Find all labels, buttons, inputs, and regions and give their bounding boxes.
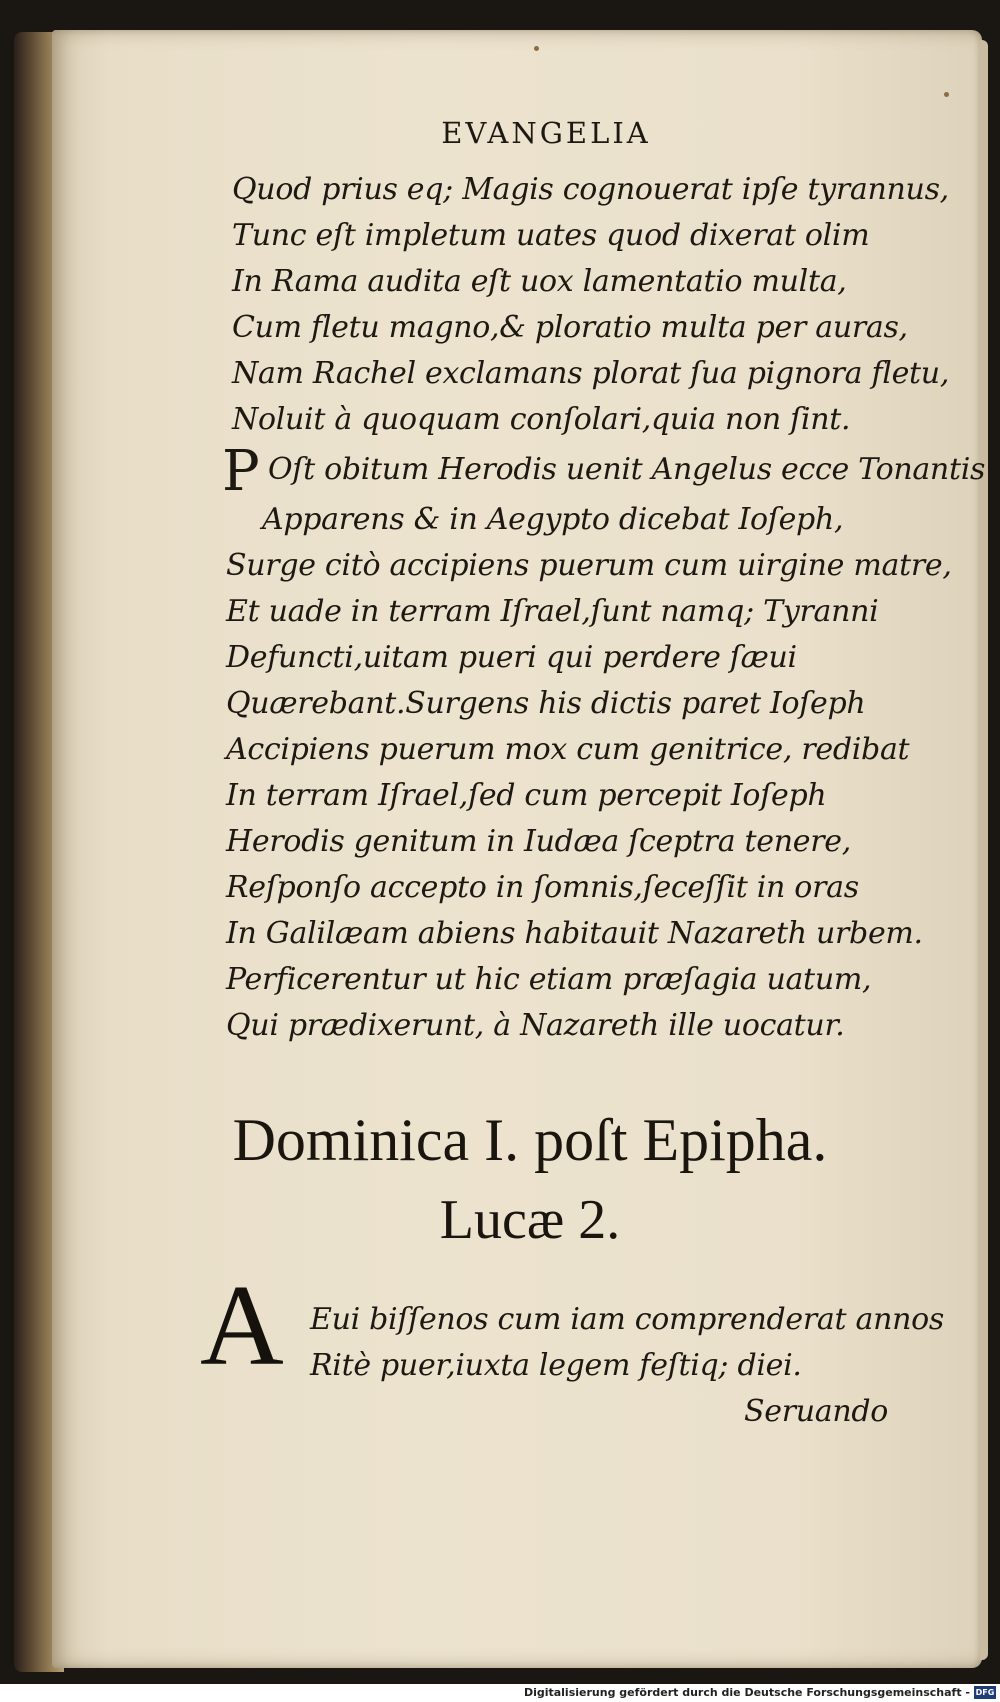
verse-line: Defuncti,uitam pueri qui perdere ſæui — [226, 640, 797, 675]
verse-line: Ritè puer,iuxta legem feſtiq; diei. — [310, 1348, 802, 1383]
verse-line: Surge citò accipiens puerum cum uirgine matre, — [226, 548, 952, 583]
dfg-logo: DFG — [975, 1688, 995, 1697]
verse-line: Cum fletu magno,& ploratio multa per auras, — [232, 310, 908, 345]
verse-line: Eui biſſenos cum iam comprenderat annos — [310, 1302, 944, 1337]
verse-line: Qui prædixerunt, à Nazareth ille uocatur. — [226, 1008, 845, 1043]
section-title: Dominica I. poſt Epipha. — [232, 1107, 828, 1173]
verse-line: Nam Rachel exclamans plorat ſua pignora fletu, — [232, 356, 950, 391]
initial-letter-p: P — [222, 439, 260, 504]
catchword: Seruando — [744, 1394, 889, 1429]
initial-letter-a: A — [200, 1262, 284, 1390]
ink-spot — [944, 92, 949, 97]
digitization-credit: Digitalisierung gefördert durch die Deutsche Forschungsgemeinschaft - — [523, 1686, 970, 1699]
running-head: EVANGELIA — [441, 116, 651, 150]
verse-line: In Galilæam abiens habitauit Nazareth urbem. — [226, 916, 923, 951]
verse-line: Herodis genitum in Iudæa ſceptra tenere, — [226, 824, 851, 859]
ink-spot — [534, 46, 539, 51]
verse-line: Et uade in terram Iſrael,ſunt namq; Tyranni — [226, 594, 879, 629]
verse-line: Quod prius eq; Magis cognouerat ipſe tyrannus, — [232, 172, 949, 207]
verse-line: Noluit à quoquam conſolari,quia non ſint. — [232, 402, 851, 437]
page-edge — [980, 40, 988, 1660]
section-subtitle: Lucæ 2. — [439, 1189, 621, 1251]
verse-line: Tunc eſt impletum uates quod dixerat olim — [232, 218, 870, 253]
verse-line: Perficerentur ut hic etiam præſagia uatum, — [226, 962, 872, 997]
verse-line: Reſponſo accepto in ſomnis,ſeceſſit in oras — [226, 870, 859, 905]
verse-line: Oſt obitum Herodis uenit Angelus ecce Tonantis — [268, 452, 986, 487]
verse-line: In terram Iſrael,ſed cum percepit Ioſeph — [226, 778, 827, 813]
verse-line: In Rama audita eſt uox lamentatio multa, — [232, 264, 847, 299]
verse-line: Apparens & in Aegypto dicebat Ioſeph, — [262, 502, 844, 537]
verse-line: Accipiens puerum mox cum genitrice, redibat — [226, 732, 910, 767]
verse-line: Quærebant.Surgens his dictis paret Ioſeph — [226, 686, 866, 721]
